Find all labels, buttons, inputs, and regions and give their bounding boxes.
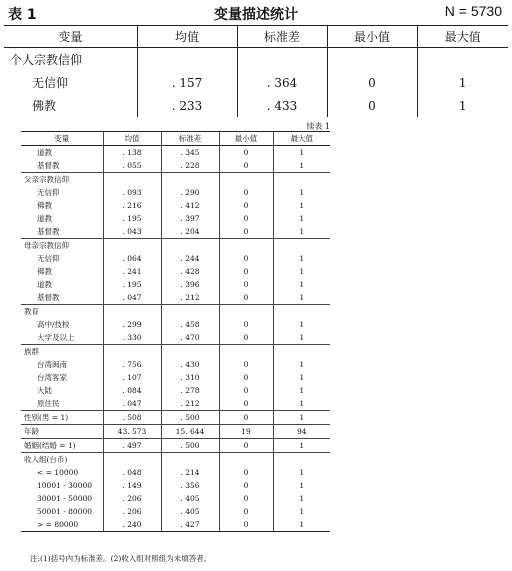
- table-row: [21, 358, 330, 371]
- cell-sd: . 212: [161, 291, 219, 305]
- cell-min: 0: [327, 71, 417, 94]
- cell-max: 1: [299, 506, 305, 516]
- table-row: [4, 94, 508, 117]
- cell-max: 1: [299, 467, 305, 477]
- cell-sd: . 405: [161, 492, 219, 505]
- table-row: [21, 518, 330, 532]
- cell-sd: . 212: [161, 397, 219, 411]
- cell-sd: . 204: [161, 225, 219, 239]
- table-group-row: [21, 305, 330, 319]
- cell-max: 1: [273, 411, 330, 425]
- cell-mean: . 206: [103, 492, 161, 505]
- cell-mean: . 047: [103, 397, 161, 411]
- cell-mean: . 064: [103, 252, 161, 265]
- table-row: [21, 291, 330, 305]
- cell-mean: . 107: [103, 371, 161, 384]
- table-row: [21, 439, 330, 453]
- cell-sd: . 290: [161, 186, 219, 199]
- cell-mean: . 299: [103, 318, 161, 331]
- cell-max: 1: [299, 480, 305, 490]
- row-label: < = 10000: [21, 466, 103, 479]
- cell-min: 0: [219, 265, 273, 278]
- table-row: [21, 505, 330, 518]
- cell-max: 1: [299, 319, 305, 329]
- cell-sd: . 470: [161, 331, 219, 345]
- col-header-sd: 标准差: [161, 132, 219, 146]
- cell-min: 0: [219, 384, 273, 397]
- group-label: 收入组(台币): [21, 453, 103, 467]
- cell-min: 0: [219, 146, 273, 160]
- row-label: 佛教: [21, 199, 103, 212]
- col-header-max: 最大值: [273, 132, 330, 146]
- cell-max: 1: [299, 279, 305, 289]
- cell-mean: . 138: [103, 146, 161, 160]
- cell-sd: . 405: [161, 505, 219, 518]
- cell-max: 1: [299, 226, 305, 236]
- table-row: [21, 212, 330, 225]
- cell-max: 1: [299, 372, 305, 382]
- cell-mean: . 195: [103, 212, 161, 225]
- cell-min: 0: [219, 159, 273, 173]
- cell-sd: . 412: [161, 199, 219, 212]
- table-row: [21, 186, 330, 199]
- row-label: 台湾客家: [21, 371, 103, 384]
- cell-sd: . 356: [161, 479, 219, 492]
- row-label: 台湾闽南: [21, 358, 103, 371]
- cell-mean: . 043: [103, 225, 161, 239]
- cell-max: 1: [273, 518, 330, 532]
- cell-mean: . 756: [103, 358, 161, 371]
- row-label: 道教: [21, 278, 103, 291]
- table-row: [21, 318, 330, 331]
- cell-mean: . 149: [103, 479, 161, 492]
- cell-min: 0: [219, 411, 273, 425]
- group-label: 母亲宗教信仰: [21, 239, 103, 253]
- row-label: 年龄: [21, 425, 103, 439]
- cell-mean: . 240: [103, 518, 161, 532]
- table-row: [21, 384, 330, 397]
- cell-min: 0: [219, 225, 273, 239]
- cell-sd: . 364: [237, 71, 327, 94]
- cell-mean: . 330: [103, 331, 161, 345]
- cell-mean: . 206: [103, 505, 161, 518]
- cell-min: 0: [219, 212, 273, 225]
- table-group-row: [21, 173, 330, 187]
- cell-max: 1: [299, 187, 305, 197]
- row-label: 高中/技校: [21, 318, 103, 331]
- cell-mean: . 055: [103, 159, 161, 173]
- cell-sd: . 427: [161, 518, 219, 532]
- table-group-row: [21, 453, 330, 467]
- group-label: 族群: [21, 345, 103, 359]
- row-label: 50001 - 80000: [21, 505, 103, 518]
- cell-min: 0: [219, 291, 273, 305]
- cell-max: 1: [299, 493, 305, 503]
- col-header-min: 最小值: [327, 26, 417, 48]
- cell-min: 19: [219, 425, 273, 439]
- continuation-label: 续表 1: [306, 122, 330, 131]
- cell-min: 0: [219, 505, 273, 518]
- row-label: 道教: [21, 146, 103, 160]
- cell-mean: . 497: [103, 439, 161, 453]
- cell-max: 1: [299, 359, 305, 369]
- col-header-min: 最小值: [219, 132, 273, 146]
- cell-min: 0: [219, 252, 273, 265]
- cell-max: 1: [458, 98, 467, 113]
- cell-min: 0: [219, 186, 273, 199]
- group-label: 父亲宗教信仰: [21, 173, 103, 187]
- cell-min: 0: [219, 397, 273, 411]
- table-title: 变量描述统计: [214, 7, 298, 23]
- table-row: [21, 265, 330, 278]
- group-label: 个人宗教信仰: [4, 48, 137, 72]
- table-row: [4, 71, 508, 94]
- cell-mean: . 216: [103, 199, 161, 212]
- cell-sd: . 310: [161, 371, 219, 384]
- row-label: 道教: [21, 212, 103, 225]
- col-header-sd: 标准差: [237, 26, 327, 48]
- cell-mean: 43. 573: [103, 425, 161, 439]
- row-label: 基督教: [21, 159, 103, 173]
- table-row: [21, 252, 330, 265]
- col-header-mean: 均值: [103, 132, 161, 146]
- cell-sd: . 396: [161, 278, 219, 291]
- cell-sd: . 397: [161, 212, 219, 225]
- cell-mean: . 195: [103, 278, 161, 291]
- table-row: [21, 479, 330, 492]
- table-row: [21, 199, 330, 212]
- row-label: 无信仰: [4, 71, 137, 94]
- col-header-max: 最大值: [417, 26, 508, 48]
- cell-mean: . 508: [103, 411, 161, 425]
- table-row: [21, 331, 330, 345]
- cell-sd: . 433: [237, 94, 327, 117]
- table-row: [21, 278, 330, 291]
- row-label: 婚姻(结婚 = 1): [21, 439, 103, 453]
- cell-min: 0: [219, 331, 273, 345]
- cell-min: 0: [219, 278, 273, 291]
- cell-mean: . 093: [103, 186, 161, 199]
- row-label: 基督教: [21, 291, 103, 305]
- row-label: > = 80000: [21, 518, 103, 532]
- cell-max: 1: [458, 75, 467, 90]
- cell-min: 0: [219, 358, 273, 371]
- row-label: 30001 - 50000: [21, 492, 103, 505]
- cell-max: 1: [299, 160, 305, 170]
- cell-sd: . 214: [161, 466, 219, 479]
- cell-min: 0: [219, 518, 273, 532]
- table-header-row: [4, 26, 508, 48]
- table-1-continued: [21, 131, 330, 532]
- cell-sd: . 244: [161, 252, 219, 265]
- cell-max: 1: [299, 385, 305, 395]
- cell-min: 0: [219, 466, 273, 479]
- row-label: 无信仰: [21, 252, 103, 265]
- table-row: [21, 146, 330, 160]
- group-label: 教育: [21, 305, 103, 319]
- col-header-mean: 均值: [137, 26, 237, 48]
- cell-max: 1: [299, 292, 305, 302]
- cell-sd: . 430: [161, 358, 219, 371]
- col-header-variable: 变量: [21, 132, 103, 146]
- row-label: 大陆: [21, 384, 103, 397]
- cell-sd: . 345: [161, 146, 219, 160]
- cell-sd: . 278: [161, 384, 219, 397]
- row-label: 大学及以上: [21, 331, 103, 345]
- cell-max: 1: [299, 266, 305, 276]
- table-label: 表 1: [8, 7, 37, 23]
- cell-mean: . 233: [137, 94, 237, 117]
- table-row: [21, 225, 330, 239]
- cell-sd: . 500: [161, 439, 219, 453]
- cell-max: 1: [299, 332, 305, 342]
- sample-size: N = 5730: [444, 3, 502, 19]
- cell-max: 94: [273, 425, 330, 439]
- table-row: [21, 159, 330, 173]
- cell-max: 1: [299, 253, 305, 263]
- cell-sd: . 500: [161, 411, 219, 425]
- table-row: [21, 425, 330, 439]
- cell-min: 0: [219, 318, 273, 331]
- table-note: 注:(1)括号内为标准差。(2)收入组对照组为未填答者。: [30, 554, 212, 563]
- table-row: [21, 466, 330, 479]
- table-1: [4, 25, 508, 117]
- cell-mean: . 048: [103, 466, 161, 479]
- col-header-variable: 变量: [4, 26, 137, 48]
- table-group-row: [4, 48, 508, 72]
- cell-mean: . 241: [103, 265, 161, 278]
- cell-max: 1: [299, 213, 305, 223]
- cell-mean: . 157: [137, 71, 237, 94]
- cell-mean: . 047: [103, 291, 161, 305]
- table-group-row: [21, 239, 330, 253]
- cell-min: 0: [219, 492, 273, 505]
- cell-min: 0: [219, 199, 273, 212]
- cell-max: 1: [273, 439, 330, 453]
- cell-min: 0: [219, 371, 273, 384]
- row-label: 性别(男 = 1): [21, 411, 103, 425]
- table-row: [21, 397, 330, 411]
- table-group-row: [21, 345, 330, 359]
- table-row: [21, 411, 330, 425]
- row-label: 原住民: [21, 397, 103, 411]
- row-label: 基督教: [21, 225, 103, 239]
- cell-max: 1: [299, 200, 305, 210]
- cell-sd: . 428: [161, 265, 219, 278]
- cell-sd: 15. 644: [161, 425, 219, 439]
- row-label: 佛教: [4, 94, 137, 117]
- table-header-row: [21, 132, 330, 146]
- cell-sd: . 458: [161, 318, 219, 331]
- row-label: 佛教: [21, 265, 103, 278]
- cell-min: 0: [327, 94, 417, 117]
- row-label: 10001 - 30000: [21, 479, 103, 492]
- cell-mean: . 084: [103, 384, 161, 397]
- row-label: 无信仰: [21, 186, 103, 199]
- cell-sd: . 228: [161, 159, 219, 173]
- cell-max: 1: [299, 398, 305, 408]
- cell-max: 1: [299, 147, 305, 157]
- table-row: [21, 492, 330, 505]
- table-row: [21, 371, 330, 384]
- cell-min: 0: [219, 439, 273, 453]
- cell-min: 0: [219, 479, 273, 492]
